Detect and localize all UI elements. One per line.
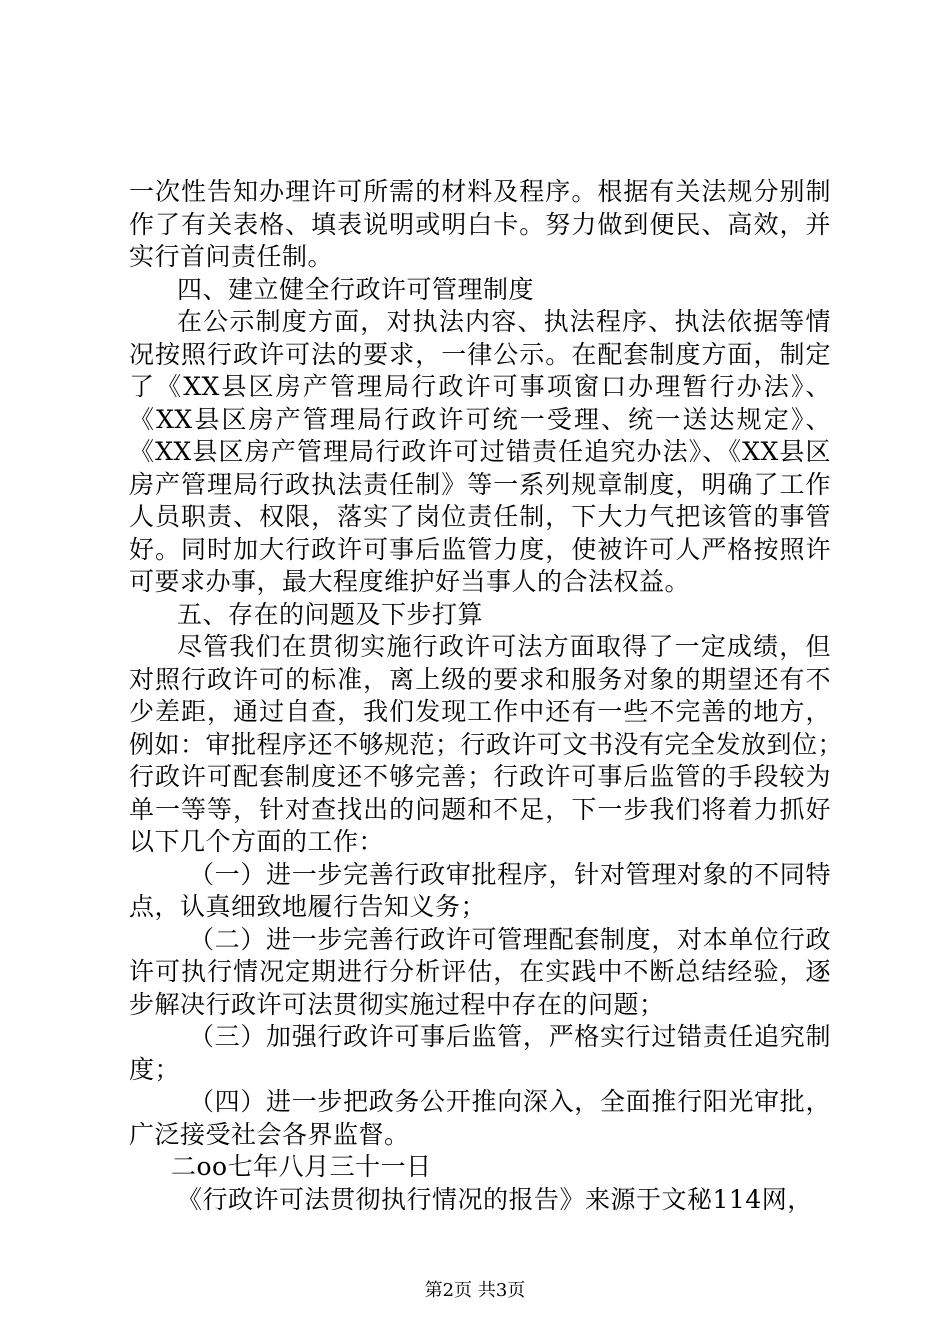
text-line: 了《XX县区房产管理局行政许可事项窗口办理暂行办法》、	[129, 372, 831, 401]
list-item: （四）进一步把政务公开推向深入，全面推行阳光审批，	[189, 1087, 831, 1116]
text-line: 可要求办事，最大程度维护好当事人的合法权益。	[129, 567, 691, 596]
section-heading: 五、存在的问题及下步打算	[177, 599, 484, 629]
text-line: 广泛接受社会各界监督。	[129, 1119, 410, 1149]
text-line: 行政许可配套制度还不够完善；行政许可事后监管的手段较为	[129, 762, 831, 791]
document-body	[129, 176, 844, 1216]
text-line: 例如：审批程序还不够规范；行政许可文书没有完全发放到位；	[129, 729, 844, 759]
list-item: （三）加强行政许可事后监管，严格实行过错责任追究制	[189, 1022, 831, 1051]
text-line: 少差距，通过自查，我们发现工作中还有一些不完善的地方，	[129, 697, 831, 726]
text-line: 好。同时加大行政许可事后监管力度，使被许可人严格按照许	[129, 534, 831, 564]
text-line: 作了有关表格、填表说明或明白卡。努力做到便民、高效，并	[129, 209, 831, 239]
text-line: 《XX县区房产管理局行政许可过错责任追究办法》、《XX县区	[129, 437, 831, 466]
text-line: 人员职责、权限，落实了岗位责任制，下大力气把该管的事管	[129, 502, 831, 531]
text-line: 度；	[129, 1054, 181, 1084]
text-line: 房产管理局行政执法责任制》等一系列规章制度，明确了工作	[129, 469, 831, 499]
text-line: 实行首问责任制。	[129, 242, 334, 271]
text-line: 尽管我们在贯彻实施行政许可法方面取得了一定成绩，但	[177, 632, 831, 661]
date-line: 二oo七年八月三十一日	[171, 1152, 432, 1181]
list-item: （一）进一步完善行政审批程序，针对管理对象的不同特	[189, 859, 831, 889]
text-line: 单一等等，针对查找出的问题和不足，下一步我们将着力抓好	[129, 794, 831, 824]
text-line: 点，认真细致地履行告知义务；	[129, 892, 487, 921]
text-line: 在公示制度方面，对执法内容、执法程序、执法依据等情	[177, 307, 831, 336]
page-number: 第2页 共3页	[424, 1280, 526, 1301]
list-item: （二）进一步完善行政许可管理配套制度，对本单位行政	[189, 924, 831, 954]
text-line: 以下几个方面的工作：	[129, 827, 385, 856]
text-line: 许可执行情况定期进行分析评估，在实践中不断总结经验，逐	[129, 957, 831, 986]
text-line: 况按照行政许可法的要求，一律公示。在配套制度方面，制定	[129, 339, 831, 369]
section-heading: 四、建立健全行政许可管理制度	[177, 274, 535, 304]
text-line: 步解决行政许可法贯彻实施过程中存在的问题；	[129, 989, 665, 1019]
text-line: 一次性告知办理许可所需的材料及程序。根据有关法规分别制	[129, 177, 831, 206]
text-line: 《XX县区房产管理局行政许可统一受理、统一送达规定》、	[129, 404, 831, 434]
source-note: 《行政许可法贯彻执行情况的报告》来源于文秘114网，	[177, 1184, 813, 1214]
text-line: 对照行政许可的标准，离上级的要求和服务对象的期望还有不	[129, 664, 831, 694]
